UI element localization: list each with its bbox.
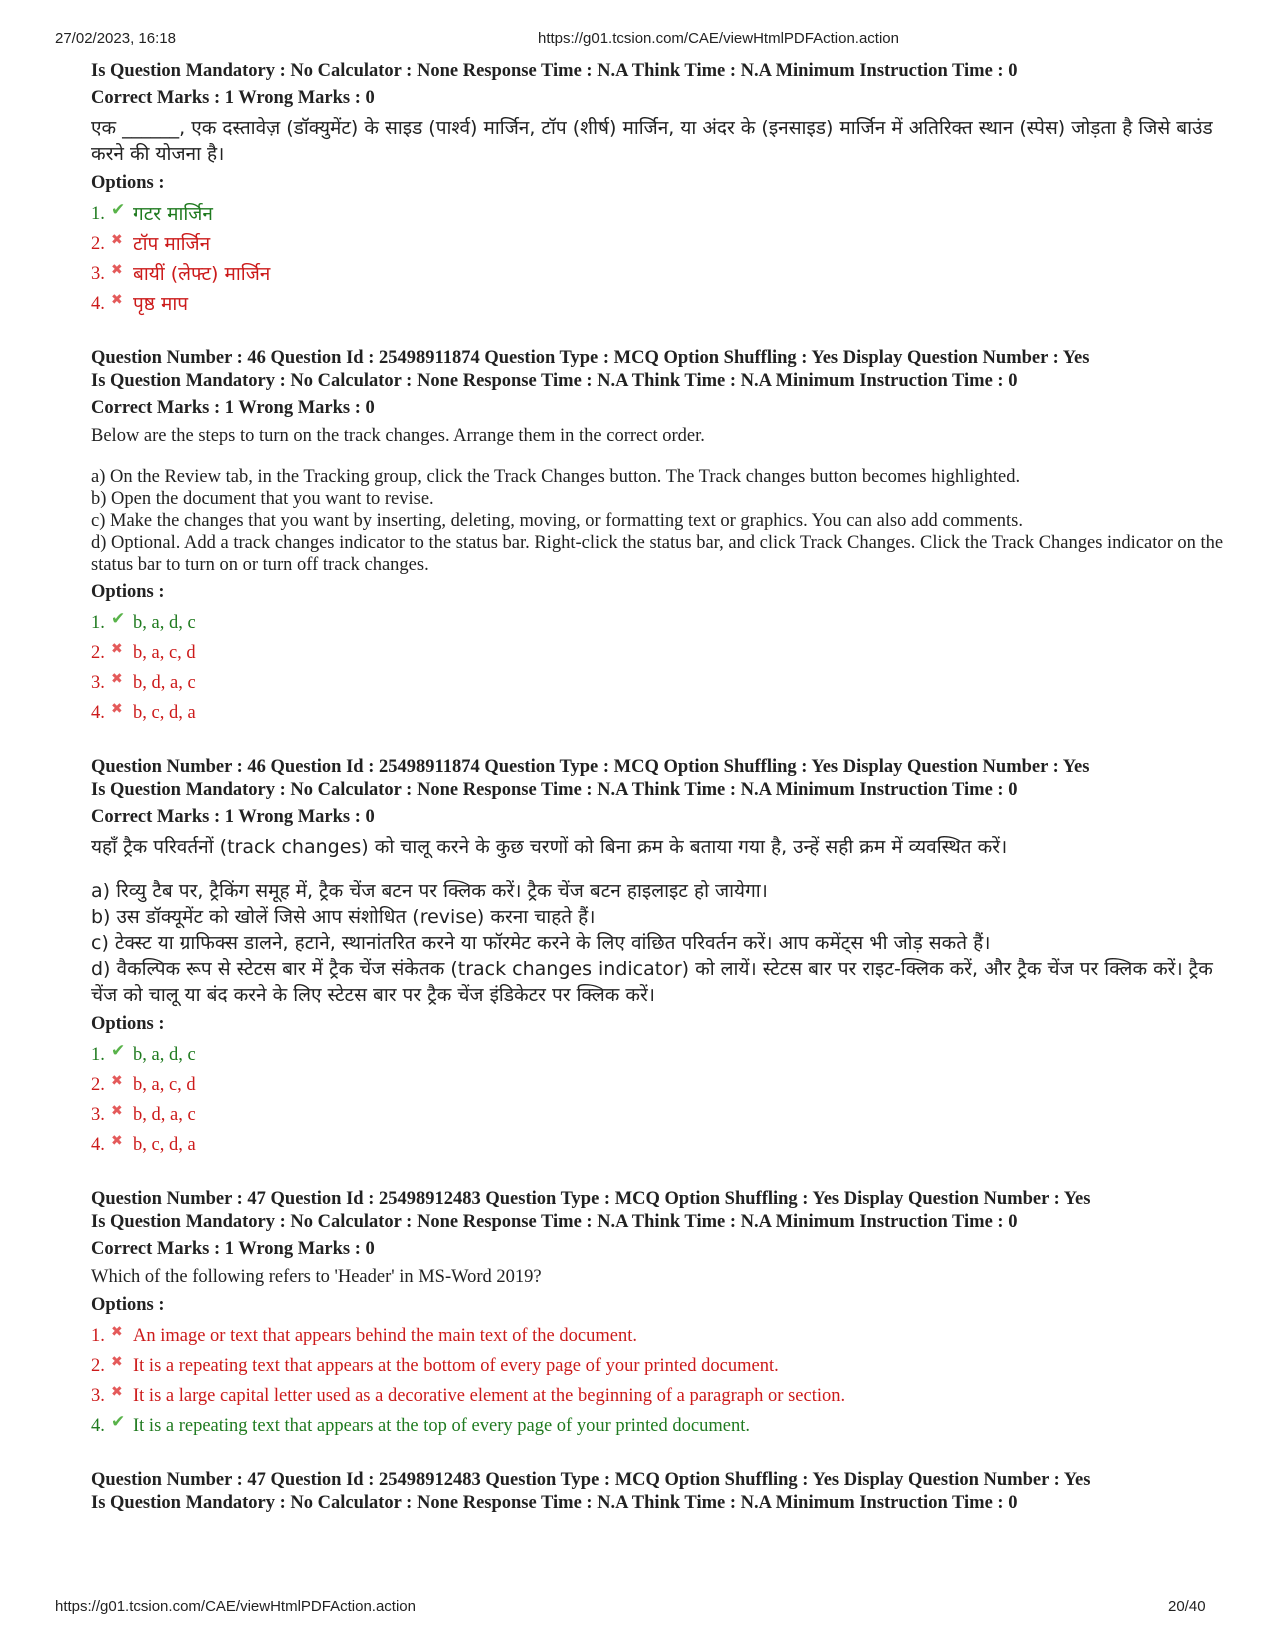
option-item — [91, 199, 1231, 229]
option-text: बायीं (लेफ्ट) मार्जिन — [133, 263, 271, 285]
question-meta-line: Is Question Mandatory : No Calculator : None Response Time : N.A Think Time : N.A Minimum Instruction Time : 0 — [91, 1212, 1018, 1232]
option-text: b, c, d, a — [133, 1135, 196, 1155]
option-number: 4. — [91, 294, 105, 314]
option-number: 4. — [91, 1416, 105, 1436]
print-footer-url: https://g01.tcsion.com/CAE/viewHtmlPDFAction.action — [55, 1598, 416, 1615]
question-meta-line: Question Number : 46 Question Id : 25498911874 Question Type : MCQ Option Shuffling : Yes Display Question Number : Yes — [91, 757, 1090, 777]
option-item — [91, 289, 1231, 319]
question-block-46-english — [91, 347, 1231, 728]
step-item: d) वैकल्पिक रूप से स्टेटस बार में ट्रैक चेंज संकेतक (track changes indicator) को लायें। स्टेटस बार पर राइट-क्लिक करें, और ट्रैक चेंज पर क्लिक करें। ट्रैक चेंज को चालू या बंद करने के लिए स्टेटस बार पर ट्रैक चेंज इंडिकेटर पर क्लिक करें। — [91, 958, 1213, 1006]
option-item — [91, 1100, 1231, 1130]
question-marks: Correct Marks : 1 Wrong Marks : 0 — [91, 398, 375, 418]
print-header-url: https://g01.tcsion.com/CAE/viewHtmlPDFAction.action — [538, 30, 899, 47]
option-text: It is a large capital letter used as a decorative element at the beginning of a paragraph or section. — [133, 1386, 846, 1406]
question-marks: Correct Marks : 1 Wrong Marks : 0 — [91, 807, 375, 827]
options-label: Options : — [91, 582, 165, 602]
options-list — [91, 199, 1231, 319]
option-text: पृष्ठ माप — [133, 293, 189, 315]
cross-icon: ✖ — [111, 1354, 123, 1370]
option-item — [91, 259, 1231, 289]
option-number: 1. — [91, 1045, 105, 1065]
option-number: 3. — [91, 1386, 105, 1406]
cross-icon: ✖ — [111, 232, 123, 248]
question-block-47-hindi-header — [91, 1469, 1231, 1515]
option-text: टॉप मार्जिन — [133, 233, 211, 255]
check-icon: ✔ — [111, 200, 126, 220]
question-list — [91, 60, 1231, 1543]
option-number: 2. — [91, 643, 105, 663]
cross-icon: ✖ — [111, 262, 123, 278]
question-block-46-hindi — [91, 756, 1231, 1160]
option-text: b, a, d, c — [133, 613, 196, 633]
question-text: Below are the steps to turn on the track changes. Arrange them in the correct order. — [91, 426, 705, 446]
cross-icon: ✖ — [111, 641, 123, 657]
option-text: An image or text that appears behind the main text of the document. — [133, 1326, 637, 1346]
page-number: 20/40 — [1168, 1598, 1206, 1615]
option-item — [91, 698, 1231, 728]
option-text: It is a repeating text that appears at the top of every page of your printed document. — [133, 1416, 750, 1436]
step-item: d) Optional. Add a track changes indicator to the status bar. Right-click the status bar, and click Track Changes. Click the Track Changes indicator on the status bar to turn on or turn off track changes. — [91, 533, 1224, 575]
options-label: Options : — [91, 1295, 165, 1315]
option-text: गटर मार्जिन — [133, 203, 213, 225]
option-text: b, a, d, c — [133, 1045, 196, 1065]
cross-icon: ✖ — [111, 1073, 123, 1089]
option-item — [91, 638, 1231, 668]
question-meta-line: Is Question Mandatory : No Calculator : None Response Time : N.A Think Time : N.A Minimum Instruction Time : 0 — [91, 371, 1018, 391]
question-meta-line: Question Number : 47 Question Id : 25498912483 Question Type : MCQ Option Shuffling : Yes Display Question Number : Yes — [91, 1189, 1091, 1209]
question-block-47-english — [91, 1188, 1231, 1441]
option-item — [91, 1381, 1231, 1411]
step-item: c) टेक्स्ट या ग्राफिक्स डालने, हटाने, स्थानांतरित करने या फॉरमेट करने के लिए वांछित परिवर्तन करें। आप कमेंट्स भी जोड़ सकते हैं। — [91, 932, 991, 954]
option-text: b, a, c, d — [133, 1075, 196, 1095]
option-number: 3. — [91, 264, 105, 284]
option-number: 2. — [91, 1075, 105, 1095]
option-item — [91, 1070, 1231, 1100]
check-icon: ✔ — [111, 1041, 126, 1061]
option-number: 2. — [91, 234, 105, 254]
cross-icon: ✖ — [111, 701, 123, 717]
option-item — [91, 1411, 1231, 1441]
option-item — [91, 229, 1231, 259]
question-block-gutter-margin-hindi — [91, 60, 1231, 319]
option-number: 4. — [91, 703, 105, 723]
step-item: b) Open the document that you want to revise. — [91, 489, 434, 509]
option-number: 2. — [91, 1356, 105, 1376]
step-item: a) On the Review tab, in the Tracking group, click the Track Changes button. The Track changes button becomes highlighted. — [91, 467, 1021, 487]
options-list — [91, 1321, 1231, 1441]
option-number: 3. — [91, 1105, 105, 1125]
step-item: a) रिव्यु टैब पर, ट्रैकिंग समूह में, ट्रैक चेंज बटन पर क्लिक करें। ट्रैक चेंज बटन हाइलाइट हो जायेगा। — [91, 880, 768, 902]
option-item — [91, 608, 1231, 638]
question-text: यहाँ ट्रैक परिवर्तनों (track changes) को चालू करने के कुछ चरणों को बिना क्रम के बताया गया है, उन्हें सही क्रम में व्यवस्थित करें। — [91, 836, 1008, 858]
step-item: c) Make the changes that you want by inserting, deleting, moving, or formatting text or graphics. You can also add comments. — [91, 511, 1023, 531]
option-text: b, d, a, c — [133, 1105, 196, 1125]
option-number: 4. — [91, 1135, 105, 1155]
option-text: b, c, d, a — [133, 703, 196, 723]
option-item — [91, 1321, 1231, 1351]
option-number: 1. — [91, 613, 105, 633]
option-number: 1. — [91, 204, 105, 224]
cross-icon: ✖ — [111, 671, 123, 687]
options-label: Options : — [91, 1014, 165, 1034]
options-list — [91, 608, 1231, 728]
option-item — [91, 1040, 1231, 1070]
question-meta-line: Question Number : 47 Question Id : 25498912483 Question Type : MCQ Option Shuffling : Yes Display Question Number : Yes — [91, 1470, 1091, 1490]
question-steps — [91, 878, 1231, 1008]
cross-icon: ✖ — [111, 1103, 123, 1119]
cross-icon: ✖ — [111, 292, 123, 308]
print-datetime: 27/02/2023, 16:18 — [55, 30, 176, 47]
question-meta-line: Is Question Mandatory : No Calculator : None Response Time : N.A Think Time : N.A Minimum Instruction Time : 0 — [91, 780, 1018, 800]
option-number: 1. — [91, 1326, 105, 1346]
question-text: Which of the following refers to 'Header' in MS-Word 2019? — [91, 1267, 542, 1287]
question-meta-line: Question Number : 46 Question Id : 25498911874 Question Type : MCQ Option Shuffling : Yes Display Question Number : Yes — [91, 348, 1090, 368]
question-text: एक ______, एक दस्तावेज़ (डॉक्युमेंट) के साइड (पार्श्व) मार्जिन, टॉप (शीर्ष) मार्जिन, या अंदर के (इनसाइड) मार्जिन में अतिरिक्त स्थान (स्पेस) जोड़ता है जिसे बाउंड करने की योजना है। — [91, 117, 1213, 165]
option-item — [91, 1130, 1231, 1160]
option-text: b, d, a, c — [133, 673, 196, 693]
options-label: Options : — [91, 173, 165, 193]
question-meta-line: Is Question Mandatory : No Calculator : None Response Time : N.A Think Time : N.A Minimum Instruction Time : 0 — [91, 61, 1018, 81]
cross-icon: ✖ — [111, 1324, 123, 1340]
option-item — [91, 1351, 1231, 1381]
question-steps — [91, 466, 1231, 576]
step-item: b) उस डॉक्यूमेंट को खोलें जिसे आप संशोधित (revise) करना चाहते हैं। — [91, 906, 596, 928]
cross-icon: ✖ — [111, 1384, 123, 1400]
options-list — [91, 1040, 1231, 1160]
question-marks: Correct Marks : 1 Wrong Marks : 0 — [91, 88, 375, 108]
option-item — [91, 668, 1231, 698]
option-text: It is a repeating text that appears at the bottom of every page of your printed document. — [133, 1356, 779, 1376]
option-number: 3. — [91, 673, 105, 693]
question-meta-line: Is Question Mandatory : No Calculator : None Response Time : N.A Think Time : N.A Minimum Instruction Time : 0 — [91, 1493, 1018, 1513]
question-marks: Correct Marks : 1 Wrong Marks : 0 — [91, 1239, 375, 1259]
option-text: b, a, c, d — [133, 643, 196, 663]
check-icon: ✔ — [111, 1412, 126, 1432]
cross-icon: ✖ — [111, 1133, 123, 1149]
check-icon: ✔ — [111, 609, 126, 629]
